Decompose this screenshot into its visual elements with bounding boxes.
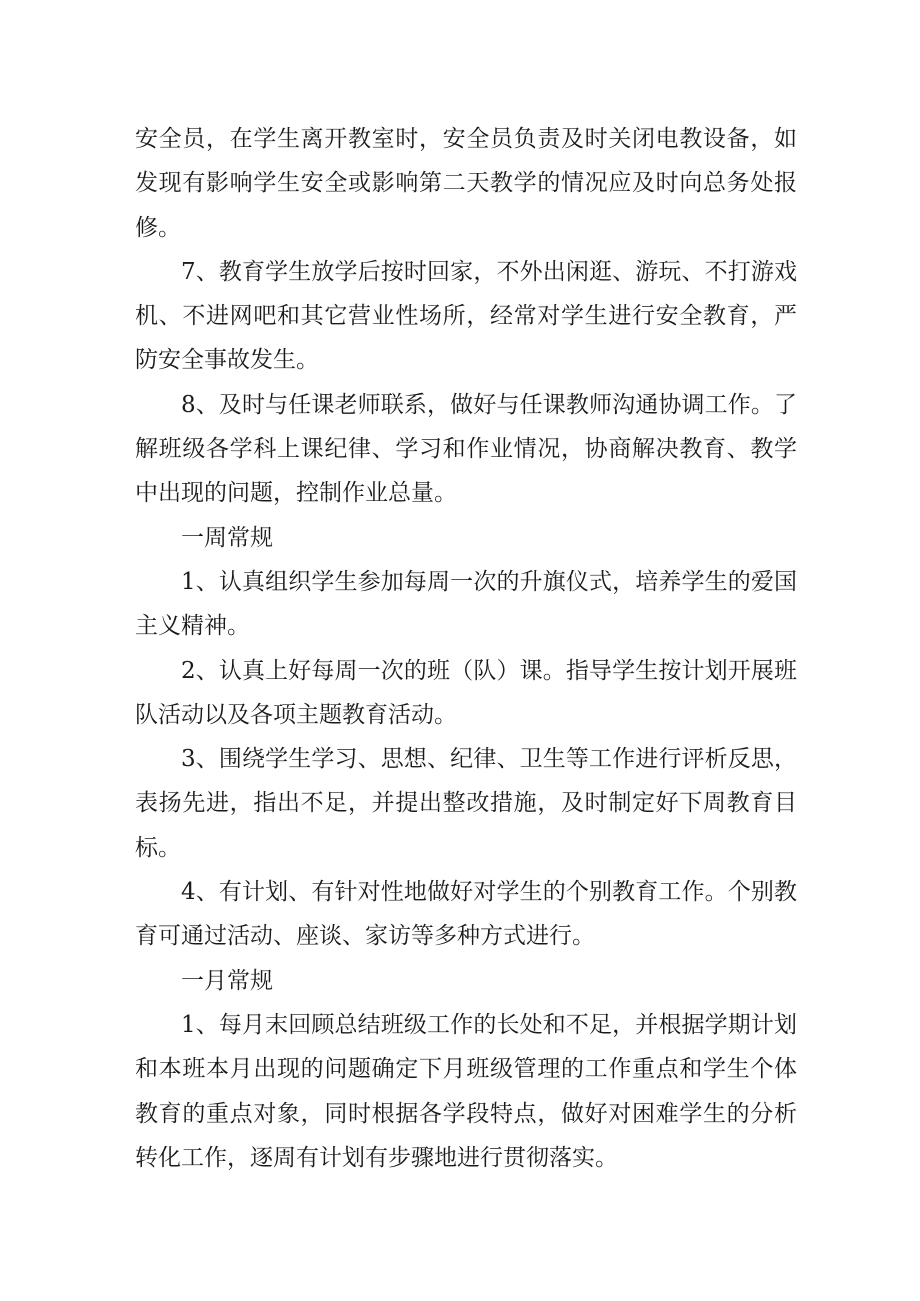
weekly-item-2: 2、认真上好每周一次的班（队）课。指导学生按计划开展班队活动以及各项主题教育活动。 [135,657,797,728]
section-heading-monthly: 一月常规 [181,967,273,994]
document-body [135,117,797,1180]
section-heading-weekly: 一周常规 [181,524,273,551]
weekly-item-1: 1、认真组织学生参加每周一次的升旗仪式，培养学生的爱国主义精神。 [135,568,797,640]
paragraph-continuation: 安全员，在学生离开教室时，安全员负责及时关闭电教设备，如发现有影响学生安全或影响第二天教学的情况应及时向总务处报修。 [135,126,797,241]
weekly-item-3: 3、围绕学生学习、思想、纪律、卫生等工作进行评析反思，表扬先进，指出不足，并提出整改措施，及时制定好下周教育目标。 [135,746,797,861]
list-item-7: 7、教育学生放学后按时回家，不外出闲逛、游玩、不打游戏机、不进网吧和其它营业性场所，经常对学生进行安全教育，严防安全事故发生。 [135,258,797,374]
list-item-8: 8、及时与任课老师联系，做好与任课教师沟通协调工作。了解班级各学科上课纪律、学习和作业情况，协商解决教育、教学中出现的问题，控制作业总量。 [135,391,797,507]
monthly-item-1: 1、每月末回顾总结班级工作的长处和不足，并根据学期计划和本班本月出现的问题确定下月班级管理的工作重点和学生个体教育的重点对象，同时根据各学段特点，做好对困难学生的分析转化工作，逐周有计划有步骤地进行贯彻落实。 [135,1011,797,1171]
weekly-item-4: 4、有计划、有针对性地做好对学生的个别教育工作。个别教育可通过活动、座谈、家访等多种方式进行。 [135,879,797,950]
